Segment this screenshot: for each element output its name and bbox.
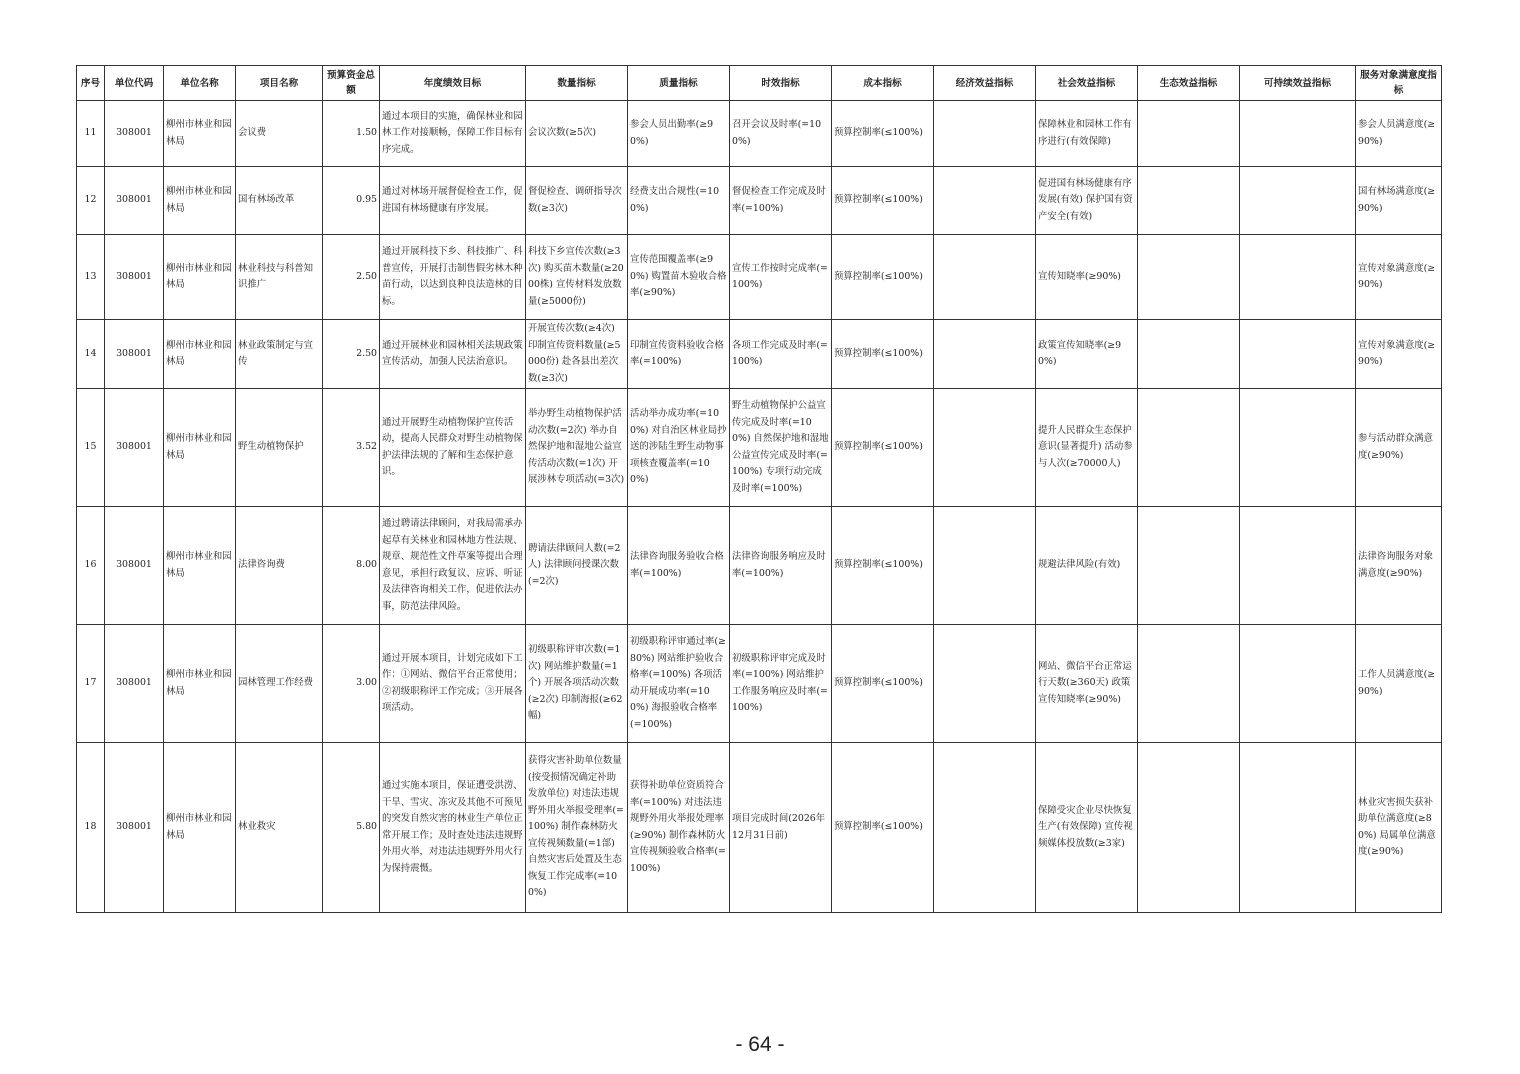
performance-goal-table: [76, 65, 1442, 913]
ecological-indicator: [1138, 101, 1240, 167]
unit-code: 308001: [105, 625, 164, 743]
ecological-indicator: [1138, 389, 1240, 507]
table-row: [77, 235, 1442, 320]
header-project-name: 项目名称: [236, 66, 323, 101]
satisfaction-indicator: 宣传对象满意度(≥90%): [1356, 320, 1442, 389]
project-name: 林业科技与科普知识推广: [236, 235, 323, 320]
quality-indicator: 法律咨询服务验收合格率(=100%): [628, 507, 730, 625]
timeliness-indicator: 初级职称评审完成及时率(=100%) 网站维护工作服务响应及时率(=100%): [730, 625, 832, 743]
header-satisfaction: 服务对象满意度指标: [1356, 66, 1442, 101]
cost-indicator: 预算控制率(≤100%): [832, 320, 934, 389]
header-quality: 质量指标: [628, 66, 730, 101]
annual-goal: 通过开展林业和园林相关法规政策宣传活动，加强人民法治意识。: [380, 320, 526, 389]
economic-indicator: [934, 167, 1036, 235]
project-name: 法律咨询费: [236, 507, 323, 625]
row-no: 13: [77, 235, 105, 320]
satisfaction-indicator: 林业灾害损失获补助单位满意度(≥80%) 局属单位满意度(≥90%): [1356, 743, 1442, 913]
cost-indicator: 预算控制率(≤100%): [832, 625, 934, 743]
timeliness-indicator: 法律咨询服务响应及时率(=100%): [730, 507, 832, 625]
ecological-indicator: [1138, 320, 1240, 389]
satisfaction-indicator: 工作人员满意度(≥90%): [1356, 625, 1442, 743]
budget: 2.50: [323, 235, 380, 320]
budget: 1.50: [323, 101, 380, 167]
row-no: 15: [77, 389, 105, 507]
social-indicator: 保障林业和园林工作有序进行(有效保障): [1036, 101, 1138, 167]
economic-indicator: [934, 743, 1036, 913]
quality-indicator: 参会人员出勤率(≥90%): [628, 101, 730, 167]
row-no: 14: [77, 320, 105, 389]
annual-goal: 通过聘请法律顾问，对我局需承办起草有关林业和园林地方性法规、规章、规范性文件草案等提出合理意见，承担行政复议、应诉、听证及法律咨询相关工作，促进依法办事，防范法律风险。: [380, 507, 526, 625]
satisfaction-indicator: 参与活动群众满意度(≥90%): [1356, 389, 1442, 507]
header-sustainable: 可持续效益指标: [1240, 66, 1356, 101]
header-quantity: 数量指标: [526, 66, 628, 101]
social-indicator: 网站、微信平台正常运行天数(≥360天) 政策宣传知晓率(≥90%): [1036, 625, 1138, 743]
economic-indicator: [934, 320, 1036, 389]
ecological-indicator: [1138, 507, 1240, 625]
quantity-indicator: 获得灾害补助单位数量(按受损情况确定补助发放单位) 对违法违规野外用火举报受理率(=100%) 制作森林防火宣传视频数量(=1部) 自然灾害后处置及生态恢复工作完成率(=100%): [526, 743, 628, 913]
header-no: 序号: [77, 66, 105, 101]
timeliness-indicator: 召开会议及时率(=100%): [730, 101, 832, 167]
header-economic: 经济效益指标: [934, 66, 1036, 101]
table-row: [77, 101, 1442, 167]
quantity-indicator: 开展宣传次数(≥4次) 印制宣传资料数量(≥5000份) 赴各县出差次数(≥3次): [526, 320, 628, 389]
social-indicator: 政策宣传知晓率(≥90%): [1036, 320, 1138, 389]
quality-indicator: 获得补助单位资质符合率(=100%) 对违法违规野外用火举报处理率(≥90%) 制作森林防火宣传视频验收合格率(=100%): [628, 743, 730, 913]
cost-indicator: 预算控制率(≤100%): [832, 167, 934, 235]
sustainable-indicator: [1240, 101, 1356, 167]
sustainable-indicator: [1240, 389, 1356, 507]
cost-indicator: 预算控制率(≤100%): [832, 101, 934, 167]
economic-indicator: [934, 101, 1036, 167]
quantity-indicator: 督促检查、调研指导次数(≥3次): [526, 167, 628, 235]
quantity-indicator: 举办野生动植物保护活动次数(=2次) 举办自然保护地和湿地公益宣传活动次数(=1次) 开展涉林专项活动(=3次): [526, 389, 628, 507]
row-no: 16: [77, 507, 105, 625]
timeliness-indicator: 各项工作完成及时率(=100%): [730, 320, 832, 389]
unit-name: 柳州市林业和园林局: [164, 743, 236, 913]
project-name: 会议费: [236, 101, 323, 167]
unit-name: 柳州市林业和园林局: [164, 320, 236, 389]
timeliness-indicator: 野生动植物保护公益宣传完成及时率(=100%) 自然保护地和湿地公益宣传完成及时率(=100%) 专项行动完成及时率(=100%): [730, 389, 832, 507]
economic-indicator: [934, 389, 1036, 507]
unit-name: 柳州市林业和园林局: [164, 101, 236, 167]
annual-goal: 通过开展科技下乡、科技推广、科普宣传，开展打击制售假劣林木种苗行动，以达到良种良法造林的目标。: [380, 235, 526, 320]
header-social: 社会效益指标: [1036, 66, 1138, 101]
quality-indicator: 印制宣传资料验收合格率(=100%): [628, 320, 730, 389]
social-indicator: 促进国有林场健康有序发展(有效) 保护国有资产安全(有效): [1036, 167, 1138, 235]
table-row: [77, 389, 1442, 507]
unit-code: 308001: [105, 320, 164, 389]
project-name: 林业政策制定与宣传: [236, 320, 323, 389]
sustainable-indicator: [1240, 625, 1356, 743]
quantity-indicator: 初级职称评审次数(=1次) 网站维护数量(=1个) 开展各项活动次数(≥2次) 印制海报(≥62幅): [526, 625, 628, 743]
header-timeliness: 时效指标: [730, 66, 832, 101]
quality-indicator: 宣传范围覆盖率(≥90%) 购置苗木验收合格率(≥90%): [628, 235, 730, 320]
budget: 3.00: [323, 625, 380, 743]
header-unit-name: 单位名称: [164, 66, 236, 101]
table-row: [77, 167, 1442, 235]
quantity-indicator: 科技下乡宣传次数(≥3次) 购买苗木数量(≥2000株) 宣传材料发放数量(≥5000份): [526, 235, 628, 320]
budget: 2.50: [323, 320, 380, 389]
row-no: 11: [77, 101, 105, 167]
ecological-indicator: [1138, 743, 1240, 913]
unit-name: 柳州市林业和园林局: [164, 507, 236, 625]
quantity-indicator: 会议次数(≥5次): [526, 101, 628, 167]
quality-indicator: 活动举办成功率(=100%) 对自治区林业局抄送的涉陆生野生动物事项核查覆盖率(=100%): [628, 389, 730, 507]
page-number: - 64 -: [735, 1033, 785, 1056]
unit-name: 柳州市林业和园林局: [164, 389, 236, 507]
table-row: [77, 507, 1442, 625]
sustainable-indicator: [1240, 507, 1356, 625]
economic-indicator: [934, 235, 1036, 320]
budget: 0.95: [323, 167, 380, 235]
quality-indicator: 经费支出合规性(=100%): [628, 167, 730, 235]
header-ecological: 生态效益指标: [1138, 66, 1240, 101]
economic-indicator: [934, 507, 1036, 625]
social-indicator: 规避法律风险(有效): [1036, 507, 1138, 625]
sustainable-indicator: [1240, 743, 1356, 913]
table-row: [77, 625, 1442, 743]
ecological-indicator: [1138, 167, 1240, 235]
satisfaction-indicator: 法律咨询服务对象满意度(≥90%): [1356, 507, 1442, 625]
header-row: [77, 66, 1442, 101]
sustainable-indicator: [1240, 320, 1356, 389]
project-name: 野生动植物保护: [236, 389, 323, 507]
annual-goal: 通过开展野生动植物保护宣传活动，提高人民群众对野生动植物保护法律法规的了解和生态保护意识。: [380, 389, 526, 507]
unit-code: 308001: [105, 389, 164, 507]
table-row: [77, 320, 1442, 389]
cost-indicator: 预算控制率(≤100%): [832, 235, 934, 320]
project-name: 园林管理工作经费: [236, 625, 323, 743]
sustainable-indicator: [1240, 167, 1356, 235]
budget: 5.80: [323, 743, 380, 913]
social-indicator: 提升人民群众生态保护意识(显著提升) 活动参与人次(≥70000人): [1036, 389, 1138, 507]
cost-indicator: 预算控制率(≤100%): [832, 389, 934, 507]
timeliness-indicator: 督促检查工作完成及时率(=100%): [730, 167, 832, 235]
project-name: 林业救灾: [236, 743, 323, 913]
timeliness-indicator: 项目完成时间(2026年12月31日前): [730, 743, 832, 913]
unit-code: 308001: [105, 743, 164, 913]
timeliness-indicator: 宣传工作按时完成率(=100%): [730, 235, 832, 320]
quality-indicator: 初级职称评审通过率(≥80%) 网站维护验收合格率(=100%) 各项活动开展成功率(=100%) 海报验收合格率(=100%): [628, 625, 730, 743]
unit-code: 308001: [105, 101, 164, 167]
ecological-indicator: [1138, 625, 1240, 743]
row-no: 18: [77, 743, 105, 913]
annual-goal: 通过本项目的实施，确保林业和园林工作对接顺畅，保障工作目标有序完成。: [380, 101, 526, 167]
unit-name: 柳州市林业和园林局: [164, 235, 236, 320]
cost-indicator: 预算控制率(≤100%): [832, 507, 934, 625]
header-annual-goal: 年度绩效目标: [380, 66, 526, 101]
economic-indicator: [934, 625, 1036, 743]
project-name: 国有林场改革: [236, 167, 323, 235]
annual-goal: 通过对林场开展督促检查工作，促进国有林场健康有序发展。: [380, 167, 526, 235]
row-no: 17: [77, 625, 105, 743]
unit-code: 308001: [105, 235, 164, 320]
social-indicator: 保障受灾企业尽快恢复生产(有效保障) 宣传视频媒体投放数(≥3家): [1036, 743, 1138, 913]
unit-name: 柳州市林业和园林局: [164, 625, 236, 743]
social-indicator: 宣传知晓率(≥90%): [1036, 235, 1138, 320]
cost-indicator: 预算控制率(≤100%): [832, 743, 934, 913]
budget: 8.00: [323, 507, 380, 625]
unit-code: 308001: [105, 167, 164, 235]
row-no: 12: [77, 167, 105, 235]
satisfaction-indicator: 参会人员满意度(≥90%): [1356, 101, 1442, 167]
annual-goal: 通过实施本项目，保证遭受洪涝、干旱、雪灾、冻灾及其他不可预见的突发自然灾害的林业生产单位正常开展工作；及时查处违法违规野外用火举，对违法违规野外用火行为保持震慑。: [380, 743, 526, 913]
header-cost: 成本指标: [832, 66, 934, 101]
satisfaction-indicator: 宣传对象满意度(≥90%): [1356, 235, 1442, 320]
unit-name: 柳州市林业和园林局: [164, 167, 236, 235]
header-unit-code: 单位代码: [105, 66, 164, 101]
unit-code: 308001: [105, 507, 164, 625]
satisfaction-indicator: 国有林场满意度(≥90%): [1356, 167, 1442, 235]
quantity-indicator: 聘请法律顾问人数(=2人) 法律顾问授课次数(=2次): [526, 507, 628, 625]
table-row: [77, 743, 1442, 913]
ecological-indicator: [1138, 235, 1240, 320]
sustainable-indicator: [1240, 235, 1356, 320]
header-budget: 预算资金总额: [323, 66, 380, 101]
budget: 3.52: [323, 389, 380, 507]
annual-goal: 通过开展本项目，计划完成如下工作：①网站、微信平台正常使用；②初级职称评工作完成；③开展各项活动。: [380, 625, 526, 743]
